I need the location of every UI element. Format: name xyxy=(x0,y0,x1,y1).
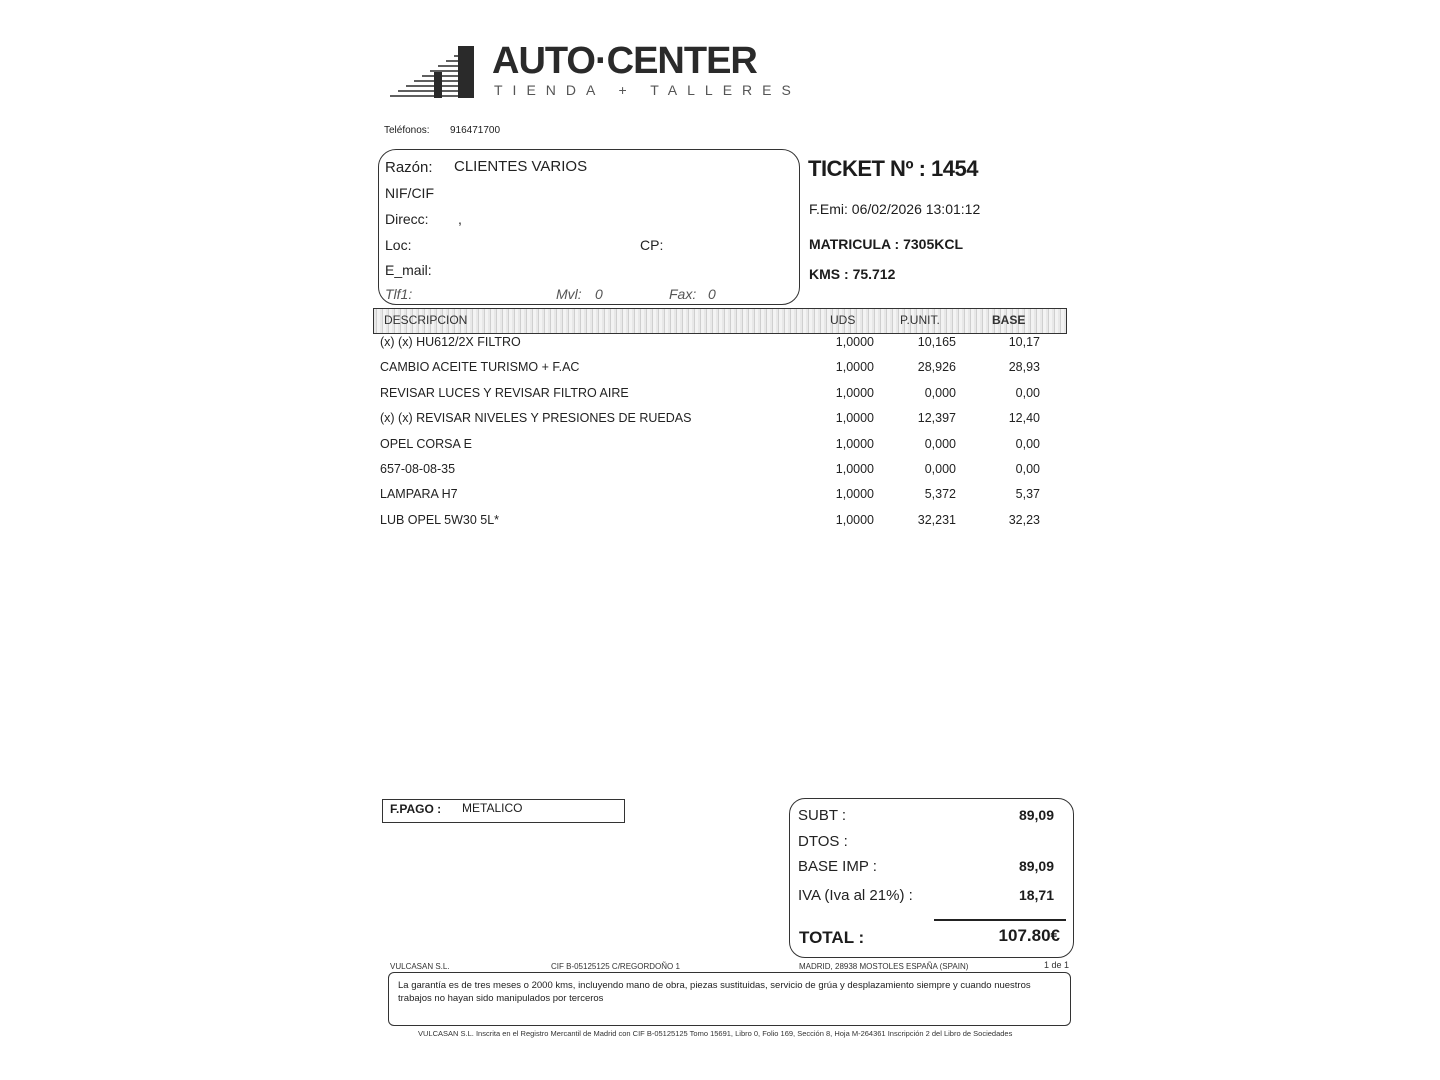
loc-label: Loc: xyxy=(385,237,412,253)
item-description: 657-08-08-35 xyxy=(380,462,456,476)
matricula-value: 7305KCL xyxy=(903,236,964,252)
registry-text: VULCASAN S.L. Inscrita en el Registro Mercantil de Madrid con CIF B-05125125 Tomo 15691, Libro 0, Folio 169, Sección 8, Hoja M-264361 Inscripción 2 del Libro de Sociedades xyxy=(418,1029,1013,1038)
item-units: 1,0000 xyxy=(835,360,874,375)
item-description: CAMBIO ACEITE TURISMO + F.AC xyxy=(380,360,580,375)
vat-label: IVA (Iva al 21%) : xyxy=(798,887,913,904)
item-units: 1,0000 xyxy=(835,487,874,502)
total-divider xyxy=(934,919,1066,921)
table-row xyxy=(378,437,1058,457)
fax-label: Fax: xyxy=(669,286,697,302)
item-unit-price: 28,926 xyxy=(917,360,956,375)
item-description: REVISAR LUCES Y REVISAR FILTRO AIRE xyxy=(380,385,629,400)
direcc-label: Direcc: xyxy=(385,211,429,227)
razon-label: Razón: xyxy=(385,159,433,176)
vat-value: 18,71 xyxy=(1018,887,1054,903)
tax-base-label: BASE IMP : xyxy=(798,858,877,875)
item-base: 10,17 xyxy=(1008,335,1040,349)
table-row xyxy=(378,386,1058,406)
item-base: 5,37 xyxy=(1015,487,1040,502)
table-row xyxy=(378,462,1058,482)
item-units: 1,0000 xyxy=(835,512,874,527)
mvl-label: Mvl: xyxy=(556,286,582,302)
fax-value: 0 xyxy=(708,286,716,302)
logo-tagline: TIENDA + TALLERES xyxy=(494,82,801,98)
tlf-label: Tlf1: xyxy=(385,286,413,302)
item-units: 1,0000 xyxy=(835,462,874,476)
matricula-label: MATRICULA : xyxy=(809,236,900,252)
item-unit-price: 0,000 xyxy=(924,436,956,451)
item-units: 1,0000 xyxy=(835,335,874,349)
footer-address: MADRID, 28938 MOSTOLES ESPAÑA (SPAIN) xyxy=(799,962,969,971)
table-row xyxy=(378,487,1058,507)
kms-label: KMS : xyxy=(809,266,849,282)
item-units: 1,0000 xyxy=(835,436,874,451)
ticket-number: 1454 xyxy=(931,156,978,181)
footer-company: VULCASAN S.L. xyxy=(390,962,450,971)
item-description: OPEL CORSA E xyxy=(380,436,472,451)
items-table-header xyxy=(373,308,1067,334)
issue-date xyxy=(809,201,980,217)
item-description: (x) (x) HU612/2X FILTRO xyxy=(380,335,521,349)
item-unit-price: 12,397 xyxy=(917,411,956,426)
header-base: BASE xyxy=(992,313,1026,327)
mileage xyxy=(809,266,895,282)
header-units: UDS xyxy=(830,313,856,327)
header-description: DESCRIPCION xyxy=(384,313,468,327)
item-description: (x) (x) REVISAR NIVELES Y PRESIONES DE RUEDAS xyxy=(380,411,692,426)
email-label: E_mail: xyxy=(385,262,432,278)
item-unit-price: 10,165 xyxy=(917,335,956,349)
phone-label: Teléfonos: xyxy=(384,125,430,136)
nif-label: NIF/CIF xyxy=(385,185,434,201)
item-base: 12,40 xyxy=(1008,411,1040,426)
license-plate xyxy=(809,236,963,252)
payment-value: METALICO xyxy=(462,801,523,815)
item-unit-price: 32,231 xyxy=(917,512,956,527)
mvl-value: 0 xyxy=(595,286,603,302)
item-units: 1,0000 xyxy=(835,411,874,426)
subtotal-label: SUBT : xyxy=(798,807,847,824)
auto-center-logo-icon xyxy=(388,44,476,100)
item-base: 0,00 xyxy=(1015,436,1040,451)
item-base: 32,23 xyxy=(1008,512,1040,527)
table-row xyxy=(378,513,1058,533)
total-value: 107.80€ xyxy=(998,926,1060,945)
tax-base-value: 89,09 xyxy=(1018,858,1054,874)
item-unit-price: 5,372 xyxy=(924,487,956,502)
discount-label: DTOS : xyxy=(798,833,848,850)
page-indicator: 1 de 1 xyxy=(1044,960,1070,970)
item-base: 28,93 xyxy=(1008,360,1040,375)
item-unit-price: 0,000 xyxy=(924,385,956,400)
femi-value: 06/02/2026 13:01:12 xyxy=(851,201,981,217)
razon-value: CLIENTES VARIOS xyxy=(454,158,588,175)
cp-label: CP: xyxy=(640,237,664,253)
ticket-label: TICKET Nº : xyxy=(808,156,926,181)
ticket-number-heading xyxy=(808,156,978,182)
client-info-box xyxy=(378,149,800,305)
item-base: 0,00 xyxy=(1015,385,1040,400)
phone-value: 916471700 xyxy=(450,125,501,136)
payment-label: F.PAGO : xyxy=(390,802,442,816)
subtotal-value: 89,09 xyxy=(1018,807,1054,823)
item-unit-price: 0,000 xyxy=(924,462,956,476)
kms-value: 75.712 xyxy=(852,266,896,282)
header-unit-price: P.UNIT. xyxy=(900,313,940,327)
footer-cif: CIF B-05125125 C/REGORDOÑO 1 xyxy=(551,962,680,971)
item-description: LAMPARA H7 xyxy=(380,487,458,502)
logo-wordmark: AUTO·CENTER xyxy=(492,40,757,82)
table-row xyxy=(378,411,1058,431)
table-row xyxy=(378,335,1058,355)
table-row xyxy=(378,360,1058,380)
item-base: 0,00 xyxy=(1015,462,1040,476)
total-label: TOTAL : xyxy=(799,928,865,947)
femi-label: F.Emi: xyxy=(809,201,848,217)
item-description: LUB OPEL 5W30 5L* xyxy=(380,512,500,527)
guarantee-text: La garantía es de tres meses o 2000 kms, incluyendo mano de obra, piezas sustituidas, servicio de grúa y desplazamiento siempre y cuando nuestros trabajos no hayan sido manipulados por terceros xyxy=(398,980,1031,1004)
item-units: 1,0000 xyxy=(835,385,874,400)
direcc-value: , xyxy=(458,211,462,227)
